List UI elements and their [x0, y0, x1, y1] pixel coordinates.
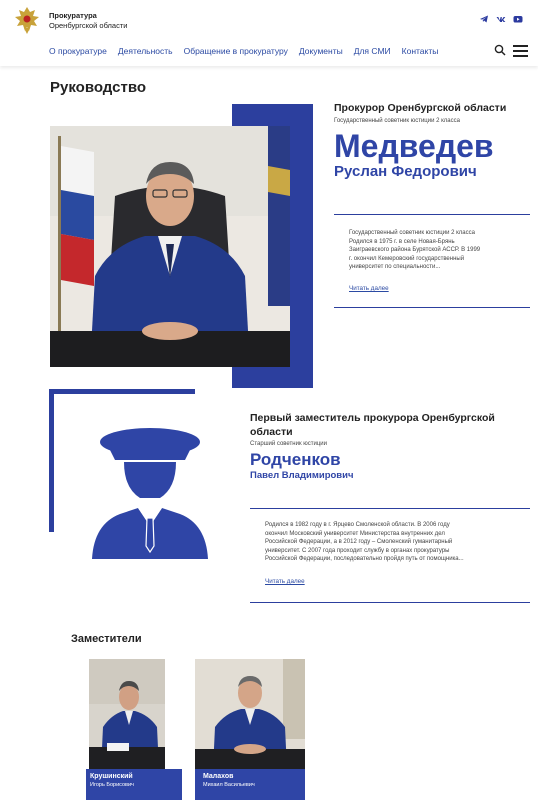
first-deputy-post: Первый заместитель прокурора Оренбургской области — [250, 412, 495, 438]
deputy-card[interactable] — [195, 659, 305, 800]
bio-line: университет по специальности... — [349, 264, 441, 270]
nav-activity[interactable]: Деятельность — [117, 46, 173, 56]
bio-line: Российской Федерации, последовательно пройдя путь от помощника... — [265, 556, 464, 562]
head-rank: Государственный советник юстиции 2 класса — [334, 118, 460, 124]
deputy-name: Игорь Борисович — [90, 782, 134, 788]
menu-icon[interactable] — [513, 45, 528, 57]
nav-appeal[interactable]: Обращение в прокуратуру — [183, 46, 288, 56]
divider — [250, 508, 530, 509]
head-read-more-link[interactable]: Читать далее — [349, 285, 389, 292]
youtube-icon[interactable] — [513, 14, 523, 24]
divider — [334, 214, 530, 215]
bio-line: университет. С 2007 года проходит службу в органах прокуратуры — [265, 547, 450, 554]
first-deputy-bio — [265, 521, 530, 564]
deputy-caption — [195, 769, 305, 800]
nav-media[interactable]: Для СМИ — [353, 46, 391, 56]
head-name[interactable]: Руслан Федорович — [334, 163, 477, 180]
head-info — [334, 102, 534, 180]
nav-documents[interactable]: Документы — [298, 46, 343, 56]
deputy-card[interactable] — [86, 659, 182, 800]
bio-line: Родился в 1975 г. в селе Новая-Брянь — [349, 238, 455, 245]
head-surname[interactable]: Медведев — [334, 128, 494, 164]
head-bio — [349, 229, 529, 272]
nav-about[interactable]: О прокуратуре — [49, 46, 107, 56]
deputy-surname: Малахов — [203, 773, 234, 780]
org-name-line1: Прокуратура — [49, 11, 97, 20]
telegram-icon[interactable] — [479, 14, 489, 24]
divider — [334, 307, 530, 308]
first-deputy-info — [250, 411, 530, 481]
emblem-icon[interactable] — [11, 4, 43, 36]
bio-line: Родился в 1982 году в г. Ярцево Смоленской области. В 2006 году — [265, 522, 450, 528]
deputy-photo[interactable] — [89, 659, 165, 769]
first-deputy-rank: Старший советник юстиции — [250, 441, 327, 447]
bio-line: Государственный советник юстиции 2 класса — [349, 230, 475, 236]
bio-line: Заиграевского района Бурятской АССР. В 1999 — [349, 247, 481, 253]
nav-contacts[interactable]: Контакты — [401, 46, 439, 56]
head-post: Прокурор Оренбургской области — [334, 102, 507, 114]
org-name[interactable] — [49, 11, 127, 31]
deputy-photo[interactable] — [195, 659, 305, 769]
main-nav — [49, 46, 449, 56]
first-deputy-surname[interactable]: Родченков — [250, 450, 341, 469]
deputy-surname: Крушинский — [90, 773, 133, 780]
deputies-heading: Заместители — [71, 633, 142, 645]
deputy-name: Михаил Васильевич — [203, 782, 255, 788]
page-title: Руководство — [50, 79, 147, 96]
bio-line: г. окончил Кемеровский государственный — [349, 255, 465, 262]
search-icon[interactable] — [494, 44, 506, 56]
divider — [250, 602, 530, 603]
officer-silhouette-icon[interactable] — [90, 426, 210, 561]
deputy-caption — [86, 769, 182, 800]
bio-line: Российской Федерации, а в 2012 году – Смоленский гуманитарный — [265, 539, 453, 545]
org-name-line2: Оренбургской области — [49, 21, 128, 30]
first-deputy-name[interactable]: Павел Владимирович — [250, 470, 354, 481]
vk-icon[interactable] — [496, 14, 506, 24]
site-header — [0, 0, 538, 66]
first-deputy-read-more-link[interactable]: Читать далее — [265, 578, 305, 585]
head-photo[interactable] — [50, 126, 290, 367]
bio-line: окончил Московский университет Министерства внутренних дел — [265, 530, 445, 537]
